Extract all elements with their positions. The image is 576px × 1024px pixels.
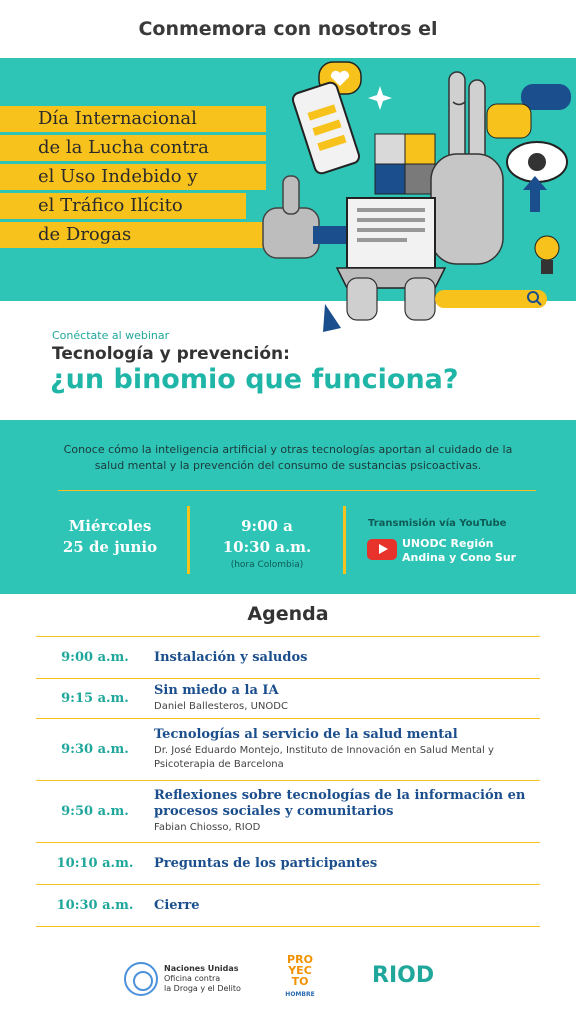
divider xyxy=(58,490,536,491)
event-title-line: Día Internacional xyxy=(0,106,266,132)
agenda-item-title: Sin miedo a la IA xyxy=(154,683,279,698)
speech-bubble-icon xyxy=(487,104,531,138)
peace-hand-icon xyxy=(431,72,503,264)
unodc-line: la Droga y el Delito xyxy=(164,984,241,993)
event-title-line: de la Lucha contra xyxy=(0,135,266,161)
agenda-time: 9:50 a.m. xyxy=(61,804,129,819)
agenda-row xyxy=(36,679,540,719)
agenda-time: 10:30 a.m. xyxy=(56,898,134,913)
laptop-icon xyxy=(337,198,445,320)
event-description: Conoce cómo la inteligencia artificial y otras tecnologías aportan al cuidado de la salud mental y la prevención del consumo de sustancias psicoactivas. xyxy=(63,443,513,472)
proyecto-logo-line: PRO xyxy=(287,953,313,966)
event-title-line: el Tráfico Ilícito xyxy=(0,193,246,219)
agenda-row xyxy=(36,781,540,843)
agenda-item-title: Preguntas de los participantes xyxy=(154,855,378,871)
webinar-title: Tecnología y prevención: xyxy=(52,344,290,364)
puzzle-icon xyxy=(375,134,435,194)
search-bar-illustration xyxy=(435,290,547,308)
event-title-line: el Uso Indebido y xyxy=(0,164,266,190)
webinar-subtitle: ¿un binomio que funciona? xyxy=(50,364,459,395)
divider xyxy=(187,506,190,574)
event-date-day: 25 de junio xyxy=(62,538,158,556)
agenda-title: Agenda xyxy=(247,603,329,625)
proyecto-logo-line: TO xyxy=(291,975,309,988)
agenda-item-title: Cierre xyxy=(154,897,200,913)
agenda-time: 9:00 a.m. xyxy=(61,650,129,665)
event-date-weekday: Miércoles xyxy=(68,517,152,535)
event-title xyxy=(0,106,266,251)
agenda-time: 10:10 a.m. xyxy=(56,856,134,871)
youtube-icon[interactable] xyxy=(367,539,397,560)
lightbulb-icon xyxy=(535,236,559,274)
agenda-item-title: Instalación y saludos xyxy=(154,649,308,665)
timezone-note: (hora Colombia) xyxy=(230,560,304,570)
agenda-item-title: Tecnologías al servicio de la salud mental xyxy=(154,727,458,742)
agenda-speaker: Daniel Ballesteros, UNODC xyxy=(154,701,288,712)
event-time-start: 9:00 a xyxy=(241,517,293,535)
unodc-logo-text xyxy=(164,964,241,994)
agenda-time: 9:15 a.m. xyxy=(61,691,129,706)
proyecto-hombre-logo xyxy=(280,954,320,1000)
speech-bubble-icon xyxy=(521,84,571,110)
agenda-speaker: Dr. José Eduardo Montejo, Instituto de Innovación en Salud Mental y Psicoterapia de Barcelona xyxy=(154,745,494,770)
webinar-kicker: Conéctate al webinar xyxy=(52,329,170,342)
agenda-item-title: Reflexiones sobre tecnologías de la información en procesos sociales y comunitarios xyxy=(154,788,526,819)
sparkle-icon xyxy=(368,86,392,110)
event-time-end: 10:30 a.m. xyxy=(222,538,312,556)
agenda-row xyxy=(36,885,540,927)
event-time xyxy=(200,516,334,572)
channel-name-line: Andina y Cono Sur xyxy=(402,551,517,564)
divider xyxy=(343,506,346,574)
webinar-heading xyxy=(0,326,576,420)
riod-logo: RIOD xyxy=(372,963,435,988)
agenda-time: 9:30 a.m. xyxy=(61,742,129,757)
agenda-speaker: Fabian Chiosso, RIOD xyxy=(154,822,261,833)
partner-logos xyxy=(0,950,576,1010)
unodc-line: Naciones Unidas xyxy=(164,964,239,973)
youtube-channel-link[interactable] xyxy=(402,537,516,565)
unodc-line: Oficina contra xyxy=(164,974,221,983)
event-info-band xyxy=(0,420,576,594)
agenda-row xyxy=(36,719,540,781)
proyecto-logo-line: YEC xyxy=(288,964,312,977)
thumbs-up-icon xyxy=(263,176,347,258)
proyecto-logo-line: HOMBRE xyxy=(285,991,315,998)
technology-collage-illustration xyxy=(255,58,576,348)
eye-icon xyxy=(507,142,567,182)
agenda-row xyxy=(36,843,540,885)
event-title-line: de Drogas xyxy=(0,222,266,248)
top-heading: Conmemora con nosotros el xyxy=(138,18,438,40)
un-emblem-icon xyxy=(124,962,158,996)
agenda-row xyxy=(36,637,540,679)
stream-label: Transmisión vía YouTube xyxy=(368,518,507,529)
channel-name-line: UNODC Región xyxy=(402,537,494,550)
phone-icon xyxy=(291,81,361,175)
agenda-table xyxy=(36,636,540,927)
event-date xyxy=(46,516,174,558)
